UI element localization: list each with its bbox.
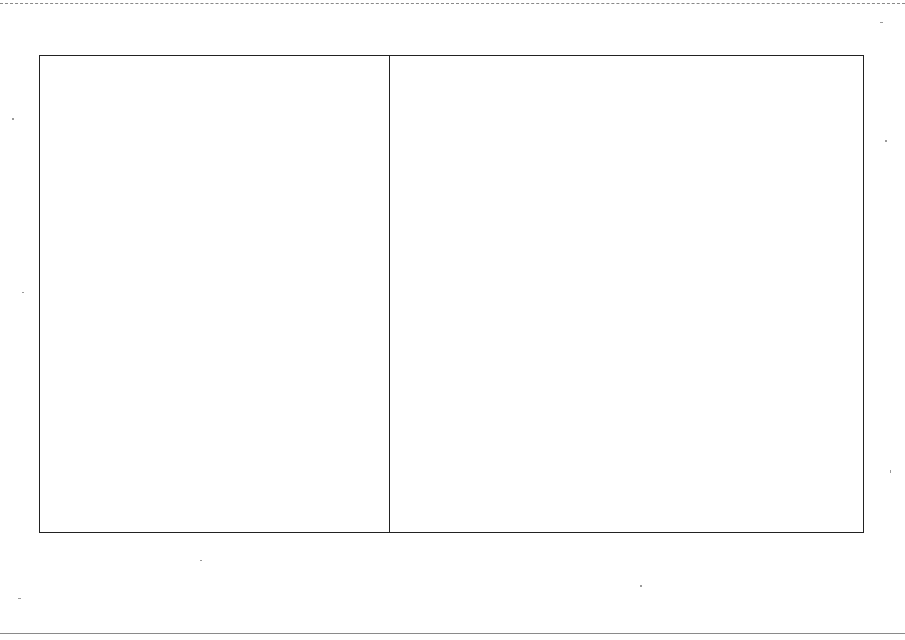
scan-speck bbox=[200, 560, 202, 561]
scan-edge-bottom bbox=[0, 633, 905, 634]
scan-speck bbox=[640, 585, 642, 587]
scan-speck bbox=[880, 22, 883, 23]
budget-table bbox=[39, 55, 864, 533]
scan-speck bbox=[885, 140, 887, 142]
scan-speck bbox=[890, 470, 891, 473]
scan-speck bbox=[18, 598, 21, 599]
program-cell bbox=[40, 56, 390, 532]
scan-speck bbox=[12, 118, 14, 120]
scan-speck bbox=[22, 292, 24, 293]
scan-edge-top bbox=[0, 3, 905, 4]
